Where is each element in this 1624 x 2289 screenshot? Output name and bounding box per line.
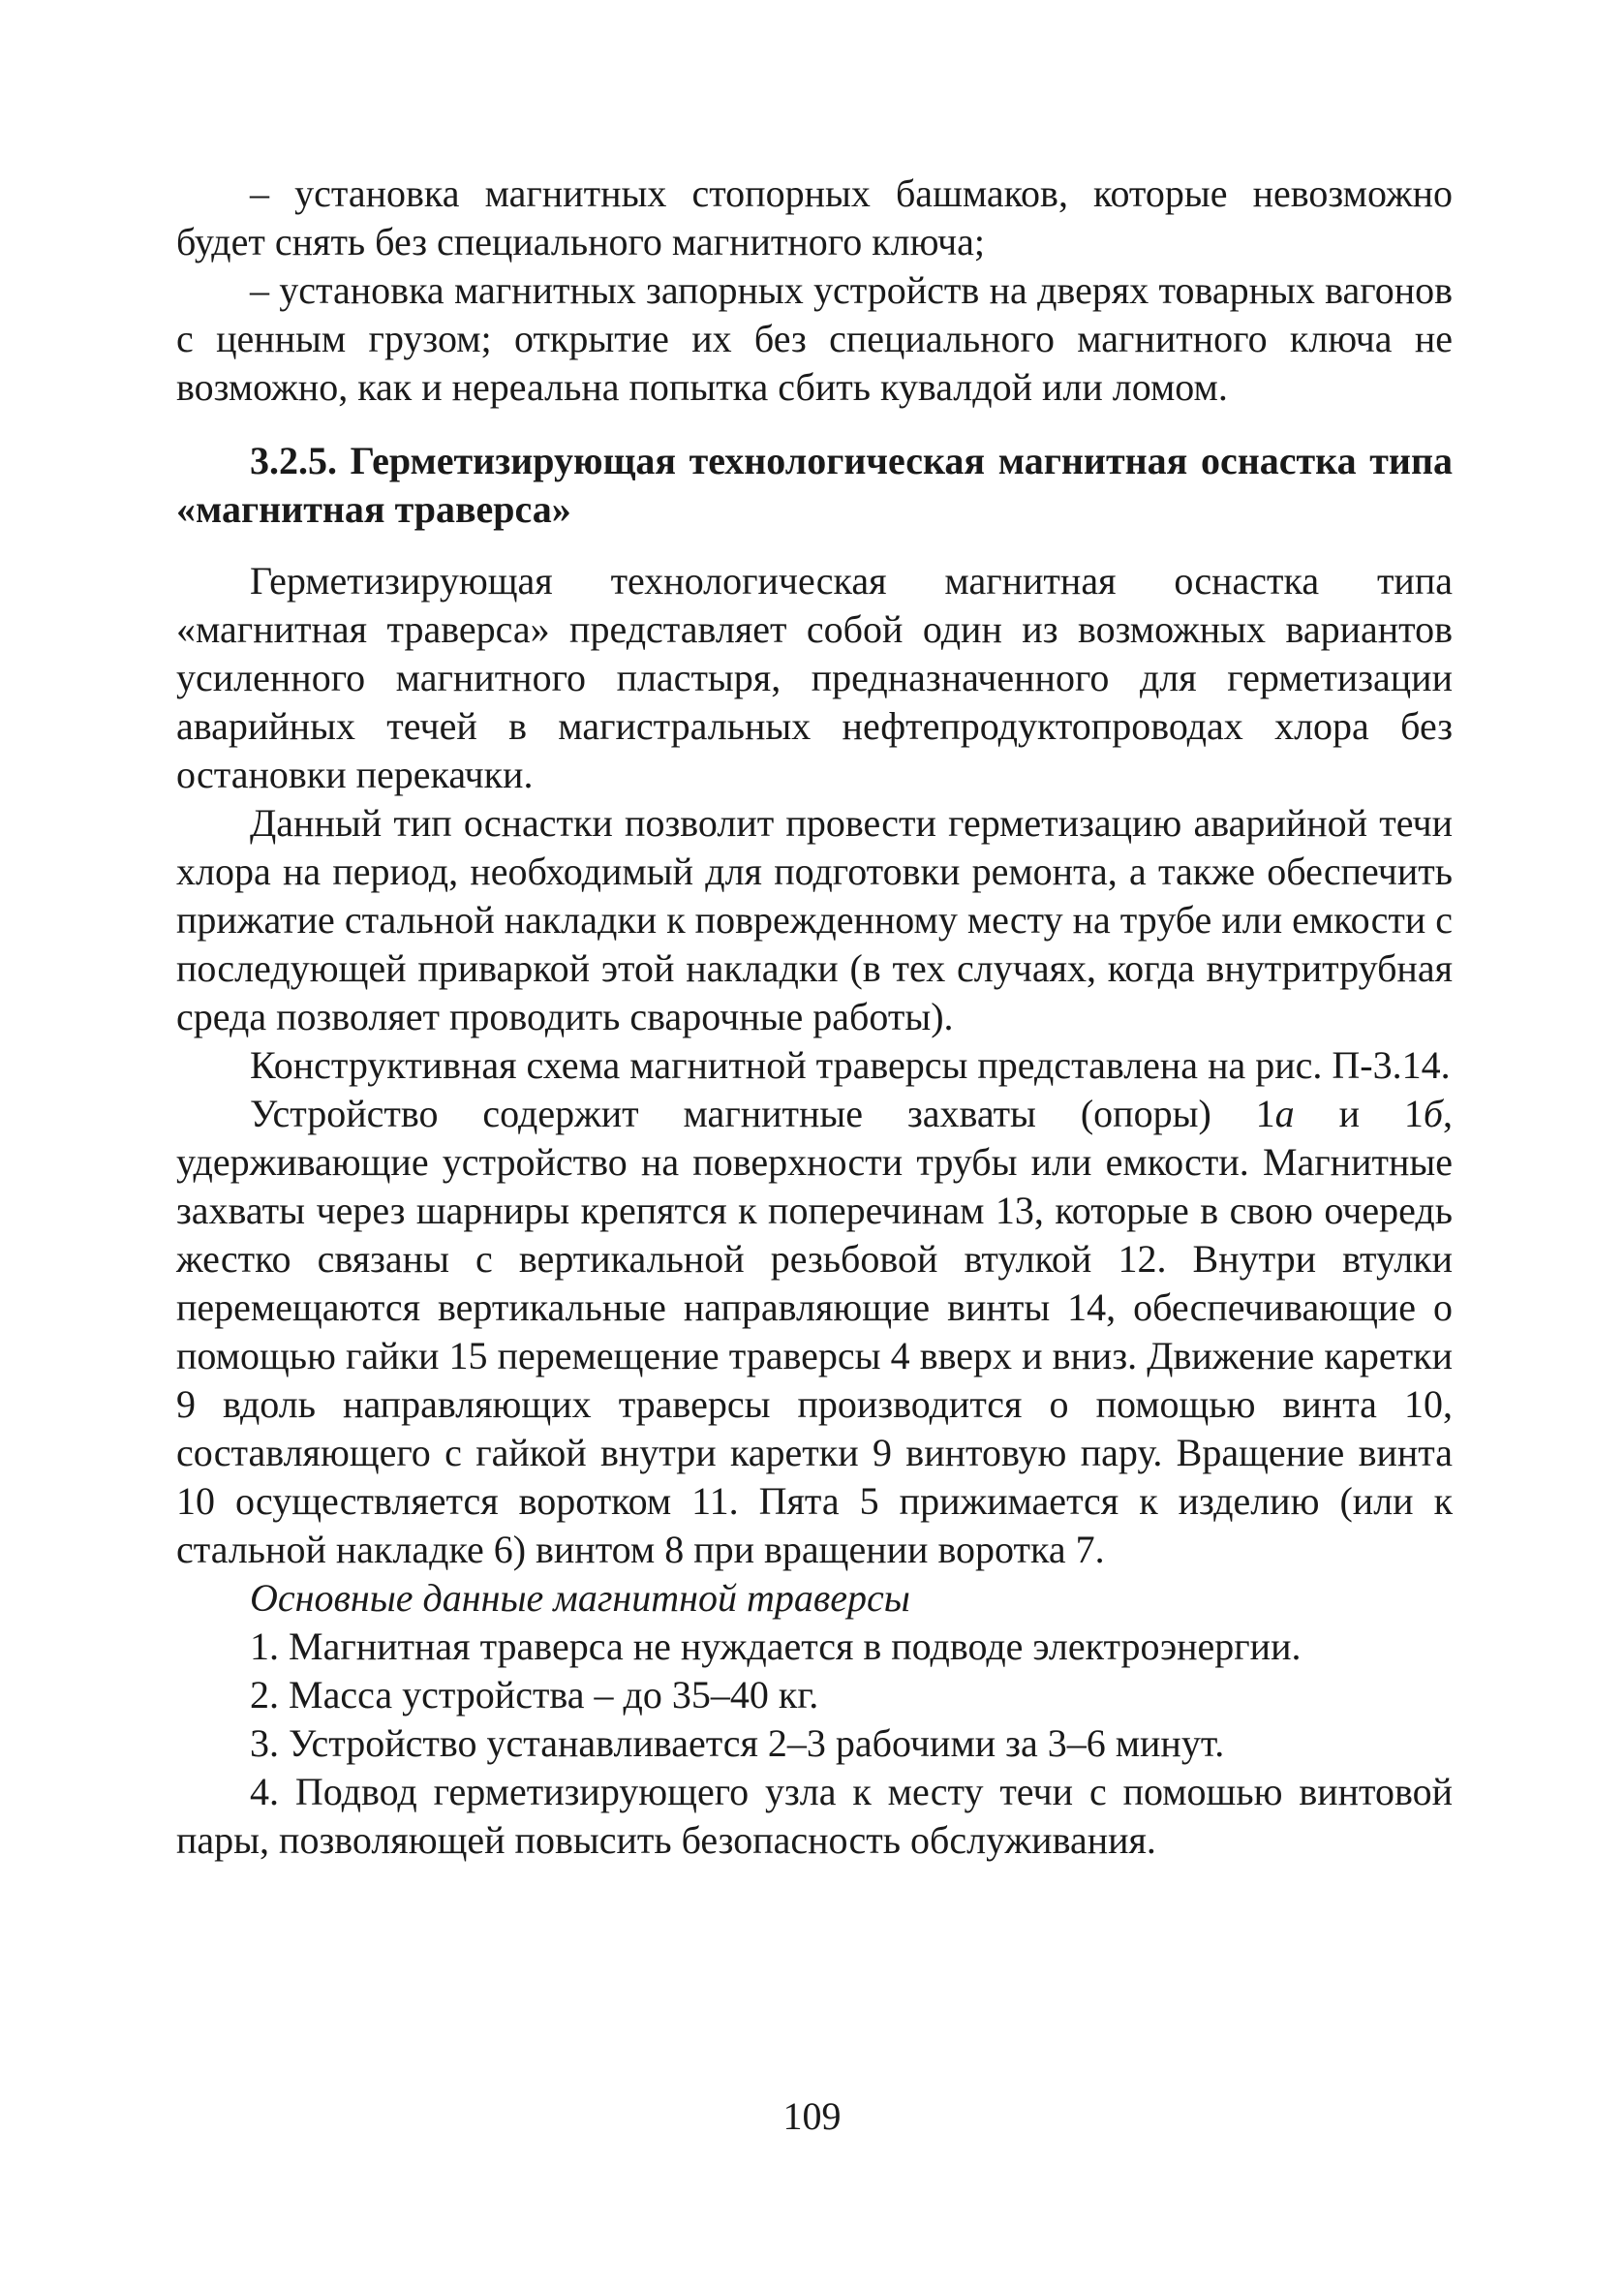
list-item: 3. Устройство устанавливается 2–3 рабочими за 3–6 минут. (250, 1721, 1225, 1765)
paragraph-figure-ref: Конструктивная схема магнитной траверсы представлена на рис. П-3.14. (250, 1043, 1451, 1087)
list-item: 4. Подвод герметизирующего узла к месту течи с помошью винтовой пары, позволяющей повысить безопасность обслуживания. (176, 1770, 1453, 1862)
paragraph-device-description (176, 1090, 1453, 1574)
list-item: 2. Масса устройства – до 35–40 кг. (250, 1673, 819, 1717)
paragraph-purpose: Данный тип оснастки позволит провести герметизацию аварийной течи хлора на период, необходимый для подготовки ремонта, а также обеспечить прижатие стальной накладки к поврежденному месту на трубе или емкости с последующей приваркой этой накладки (в тех случаях, когда внутритрубная среда позволяет проводить сварочные работы). (176, 801, 1453, 1038)
paragraph-stop-shoes: – установка магнитных стопорных башмаков, которые невозможно будет снять без специального магнитного ключа; (176, 171, 1453, 263)
list-item: 1. Магнитная траверса не нуждается в подводе электроэнергии. (250, 1624, 1302, 1668)
page-number: 109 (782, 2094, 842, 2138)
device-text-part1: Устройство содержит магнитные захваты (опоры) 1 (250, 1092, 1275, 1135)
page-body (176, 170, 1453, 1865)
device-text-and: и 1 (1294, 1092, 1424, 1135)
section-heading: 3.2.5. Герметизирующая технологическая магнитная оснастка типа «магнитная траверса» (176, 439, 1453, 531)
device-text-part2: , удерживающие устройство на поверхности трубы или емкости. Магнитные захваты через шарниры крепятся к поперечинам 13, которые в свою очередь жестко связаны с вертикальной резьбовой втулкой 12. Внутри втулки перемещаются вертикальные направляющие винты 14, обеспечивающие о помощью гайки 15 перемещение траверсы 4 вверх и вниз. Движение каретки 9 вдоль направляющих траверсы производится о помощью винта 10, составляющего с гайкой внутри каретки 9 винтовую пару. Вращение винта 10 осуществляется воротком 11. Пята 5 прижимается к изделию (или к стальной накладке 6) винтом 8 при вращении воротка 7. (176, 1092, 1454, 1571)
device-label-b: б (1423, 1092, 1444, 1135)
subheading-main-data: Основные данные магнитной траверсы (250, 1576, 910, 1620)
device-label-a: а (1274, 1092, 1295, 1135)
paragraph-intro: Герметизирующая технологическая магнитная оснастка типа «магнитная траверса» представляет собой один из возможных вариантов усиленного магнитного пластыря, предназначенного для герметизации аварийных течей в магистральных нефтепродуктопроводах хлора без остановки перекачки. (176, 559, 1453, 796)
paragraph-door-locks: – установка магнитных запорных устройств на дверях товарных вагонов с ценным грузом; открытие их без специального магнитного ключа не возможно, как и нереальна попытка сбить кувалдой или ломом. (176, 268, 1453, 409)
